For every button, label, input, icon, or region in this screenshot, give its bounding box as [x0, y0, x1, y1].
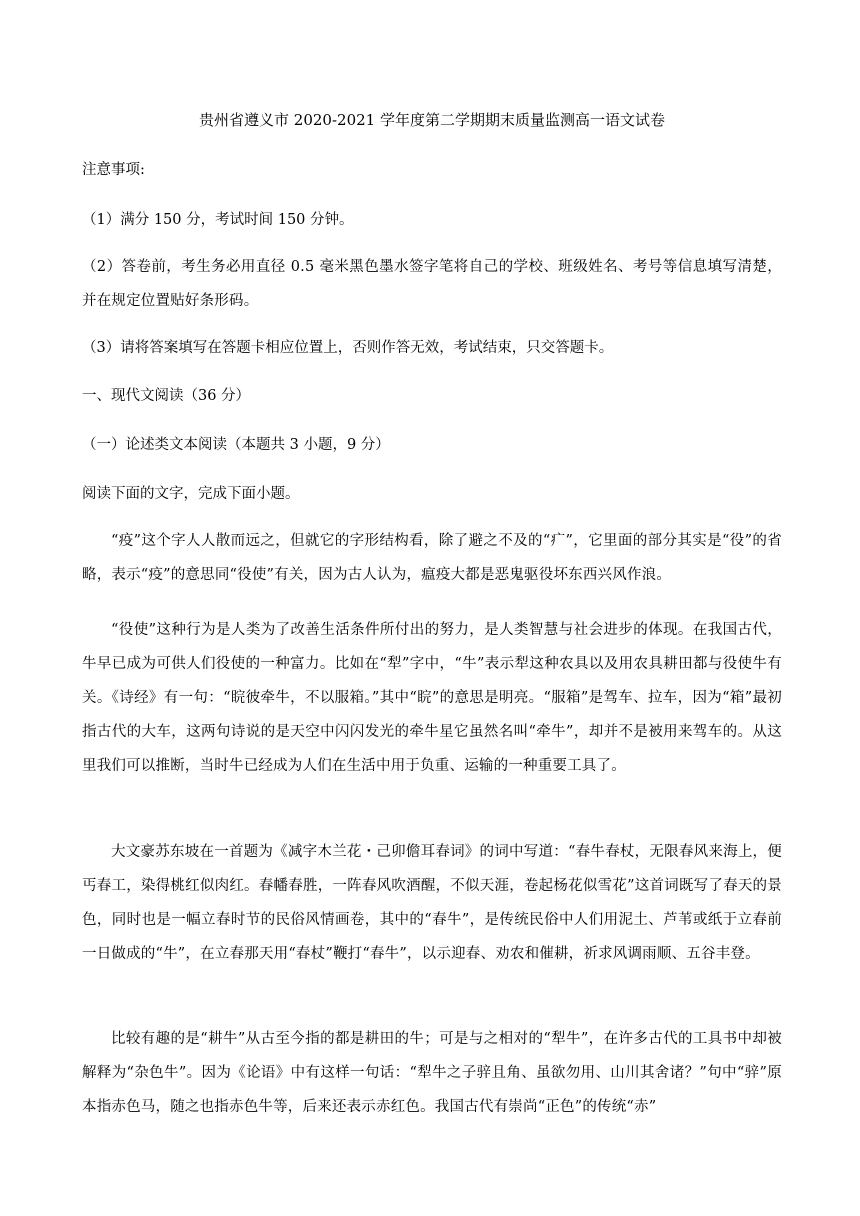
- notice-item-3: （3）请将答案填写在答题卡相应位置上，否则作答无效，考试结束，只交答题卡。: [82, 340, 614, 356]
- notice-heading: 注意事项:: [82, 162, 145, 178]
- notice-item-1: （1）满分 150 分，考试时间 150 分钟。: [82, 212, 354, 228]
- paragraph-4: 比较有趣的是“耕牛”从古至今指的都是耕田的牛；可是与之相对的“犁牛”，在许多古代的工具书中却被解释为“杂色牛”。因为《论语》中有这样一句话：“犁牛之子骍且角、虽欲勿用、山川其舍诸？”句中“骍”原本指赤色马，随之也指赤色牛等，后来还表示赤红色。我国古代有崇尚“正色”的传统“赤”: [82, 1031, 782, 1115]
- reading-instruction: 阅读下面的文字，完成下面小题。: [82, 486, 300, 502]
- paragraph-3: 大文豪苏东坡在一首题为《减字木兰花・己卯儋耳春词》的词中写道：“春牛春杖，无限春风来海上，便丐春工，染得桃红似肉红。春幡春胜，一阵春风吹酒醒，不似天涯，卷起杨花似雪花”这首词既写了春天的景色，同时也是一幅立春时节的民俗风情画卷，其中的“春牛”，是传统民俗中人们用泥土、芦苇或纸于立春前一日做成的“牛”，在立春那天用“春杖”鞭打“春牛”，以示迎春、劝农和催耕，祈求风调雨顺、五谷丰登。: [82, 844, 782, 962]
- exam-title: 贵州省遵义市 2020-2021 学年度第二学期期末质量监测高一语文试卷: [199, 111, 665, 129]
- section-heading: 一、现代文阅读（36 分）: [82, 388, 251, 404]
- paragraph-2: “役使”这种行为是人类为了改善生活条件所付出的努力，是人类智慧与社会进步的体现。在我国古代，牛早已成为可供人们役使的一种富力。比如在“犁”字中，“牛”表示犁这种农具以及用农具耕田都与役使牛有关。《诗经》有一句：“睆彼牵牛，不以服箱。”其中“睆”的意思是明亮。“服箱”是驾车、拉车，因为“箱”最初指古代的大车，这两句诗说的是天空中闪闪发光的牵牛星它虽然名叫“牵牛”，却并不是被用来驾车的。从这里我们可以推断，当时牛已经成为人们在生活中用于负重、运输的一种重要工具了。: [82, 622, 782, 774]
- paragraph-1: “疫”这个字人人散而远之，但就它的字形结构看，除了避之不及的“疒”，它里面的部分其实是“役”的省略，表示“疫”的意思同“役使”有关，因为古人认为，瘟疫大都是恶鬼驱役坏东西兴风作浪。: [82, 533, 782, 583]
- notice-item-2: （2）答卷前，考生务必用直径 0.5 毫米黑色墨水签字笔将自己的学校、班级姓名、考号等信息填写清楚，并在规定位置贴好条形码。: [82, 259, 782, 309]
- subsection-heading: （一）论述类文本阅读（本题共 3 小题，9 分）: [82, 437, 390, 453]
